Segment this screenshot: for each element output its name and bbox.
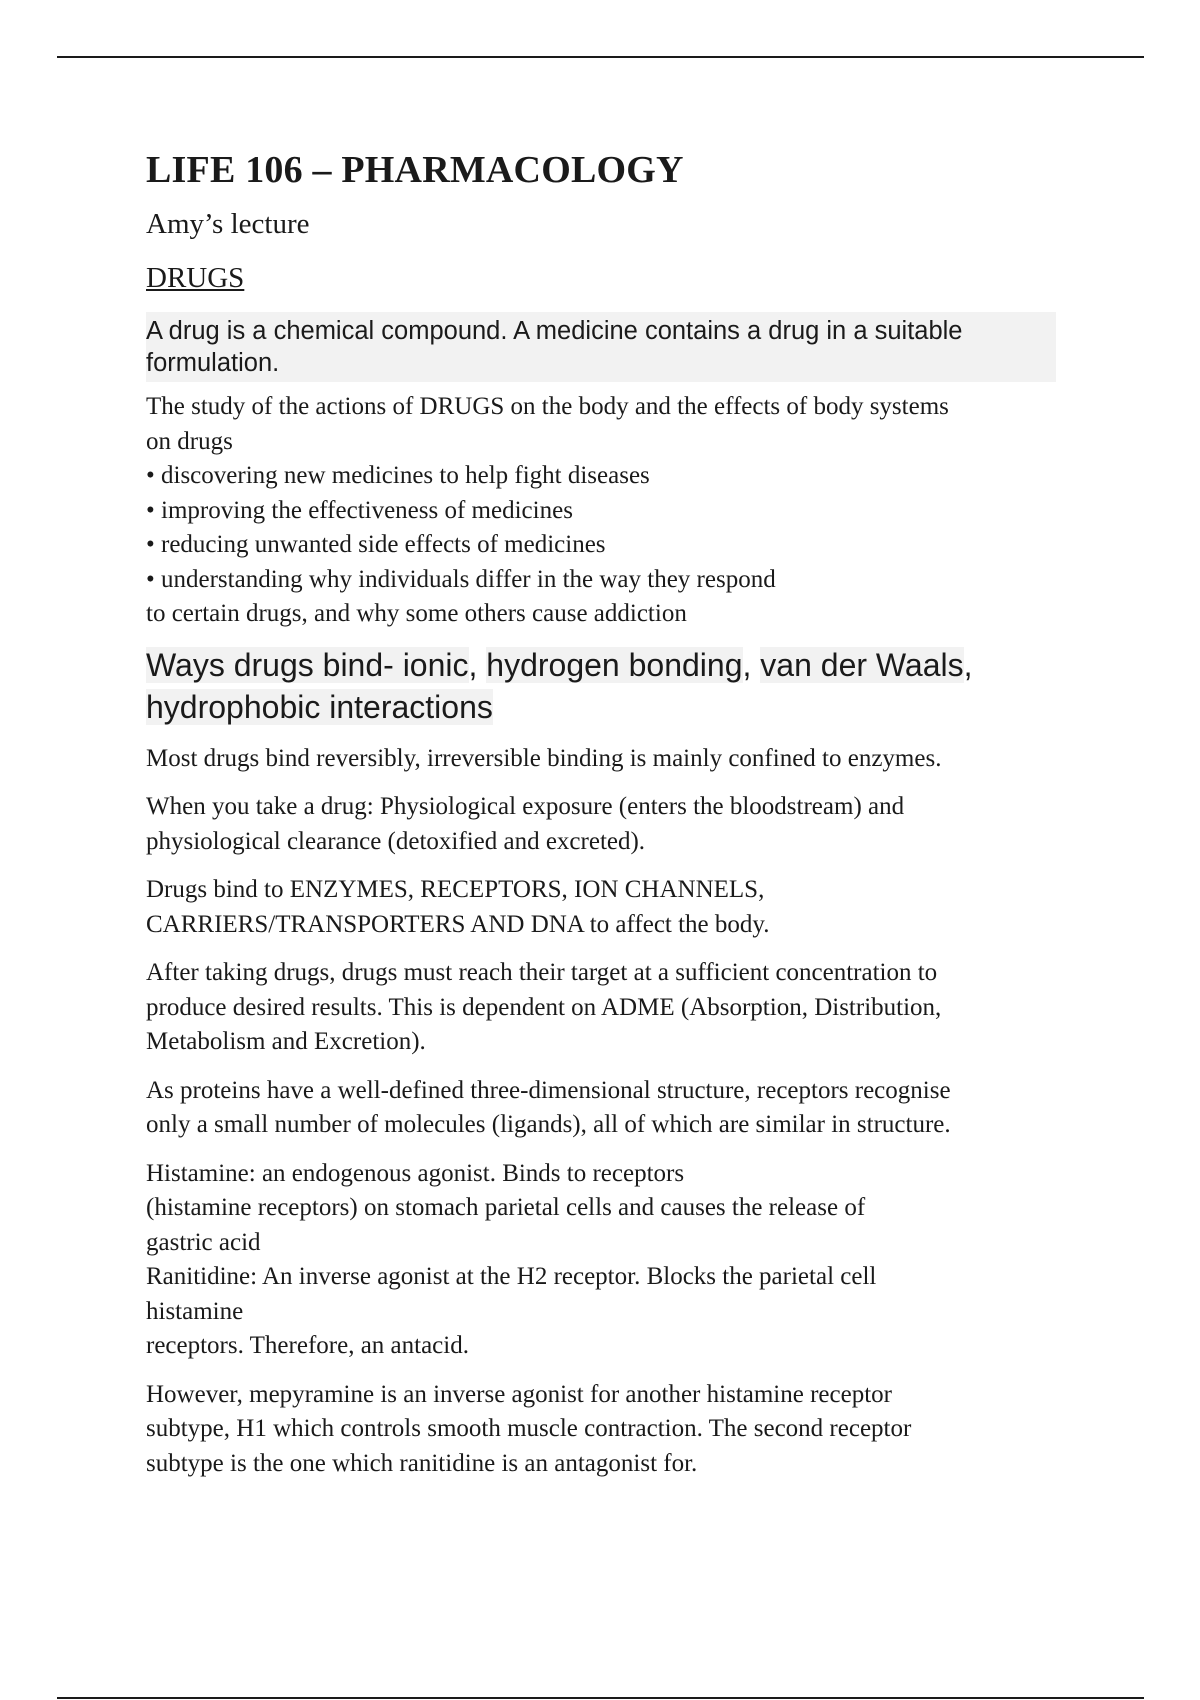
paragraph-reversible	[146, 742, 1066, 777]
paragraph-line: After taking drugs, drugs must reach their target at a sufficient concentration to	[146, 959, 938, 986]
paragraph-line: CARRIERS/TRANSPORTERS AND DNA to affect the body.	[146, 910, 770, 938]
top-rule	[57, 56, 1144, 58]
paragraph-line: However, mepyramine is an inverse agonist for another histamine receptor	[146, 1380, 892, 1408]
bullet-item: • reducing unwanted side effects of medicines	[146, 531, 606, 558]
paragraph-line: subtype, H1 which controls smooth muscle contraction. The second receptor	[146, 1415, 912, 1442]
paragraph-exposure	[146, 790, 1066, 859]
bullet-item: • discovering new medicines to help fight diseases	[146, 462, 650, 489]
study-paragraph	[146, 390, 1066, 632]
study-intro-line: The study of the actions of DRUGS on the body and the effects of body systems	[146, 393, 949, 420]
study-tail-line: to certain drugs, and why some others cause addiction	[146, 600, 687, 627]
bullet-item: • improving the effectiveness of medicines	[146, 496, 573, 524]
paragraph-line: Metabolism and Excretion).	[146, 1028, 426, 1055]
paragraph-line: produce desired results. This is dependent on ADME (Absorption, Distribution,	[146, 993, 942, 1021]
paragraph-line: physiological clearance (detoxified and excreted).	[146, 827, 646, 855]
paragraph-line: only a small number of molecules (ligands), all of which are similar in structure.	[146, 1111, 951, 1138]
paragraph-line: Ranitidine: An inverse agonist at the H2 receptor. Blocks the parietal cell	[146, 1263, 877, 1290]
paragraph-line: Histamine: an endogenous agonist. Binds to receptors	[146, 1159, 685, 1187]
binding-ways-part: hydrogen bonding	[486, 646, 743, 683]
binding-ways-part: hydrophobic interactions	[146, 688, 493, 725]
binding-ways-separator: ,	[468, 646, 487, 683]
paragraph-line: histamine	[146, 1297, 244, 1325]
paragraph-line: As proteins have a well-defined three-dimensional structure, receptors recognise	[146, 1076, 951, 1104]
document-title: LIFE 106 – PHARMACOLOGY	[146, 149, 684, 191]
paragraph-line: (histamine receptors) on stomach parietal cells and causes the release of	[146, 1194, 866, 1221]
drug-definition: A drug is a chemical compound. A medicine contains a drug in a suitable formulation.	[146, 312, 1056, 382]
document-page	[146, 140, 1066, 1481]
paragraph-line: subtype is the one which ranitidine is an antagonist for.	[146, 1449, 698, 1477]
study-intro-line: on drugs	[146, 427, 233, 455]
paragraph-targets	[146, 873, 1066, 942]
bottom-rule	[57, 1697, 1144, 1699]
binding-ways-part: van der Waals	[760, 646, 964, 683]
binding-ways-part: Ways drugs bind- ionic	[146, 646, 469, 683]
paragraph-adme	[146, 956, 1066, 1060]
paragraph-line: gastric acid	[146, 1228, 261, 1256]
bullet-item: • understanding why individuals differ in the way they respond	[146, 565, 776, 593]
binding-ways-heading	[146, 644, 1066, 728]
paragraph-line: Drugs bind to ENZYMES, RECEPTORS, ION CHANNELS,	[146, 876, 765, 903]
paragraph-line: When you take a drug: Physiological exposure (enters the bloodstream) and	[146, 793, 905, 820]
paragraph-line: receptors. Therefore, an antacid.	[146, 1332, 469, 1359]
paragraph-line: Most drugs bind reversibly, irreversible binding is mainly confined to enzymes.	[146, 744, 942, 772]
paragraph-receptors	[146, 1074, 1066, 1143]
lecture-subtitle: Amy’s lecture	[146, 208, 310, 240]
section-heading: DRUGS	[146, 262, 245, 294]
paragraph-mepyramine	[146, 1378, 1066, 1482]
binding-ways-separator: ,	[742, 646, 761, 683]
binding-ways-separator: ,	[963, 646, 973, 683]
paragraph-histamine	[146, 1157, 1066, 1364]
